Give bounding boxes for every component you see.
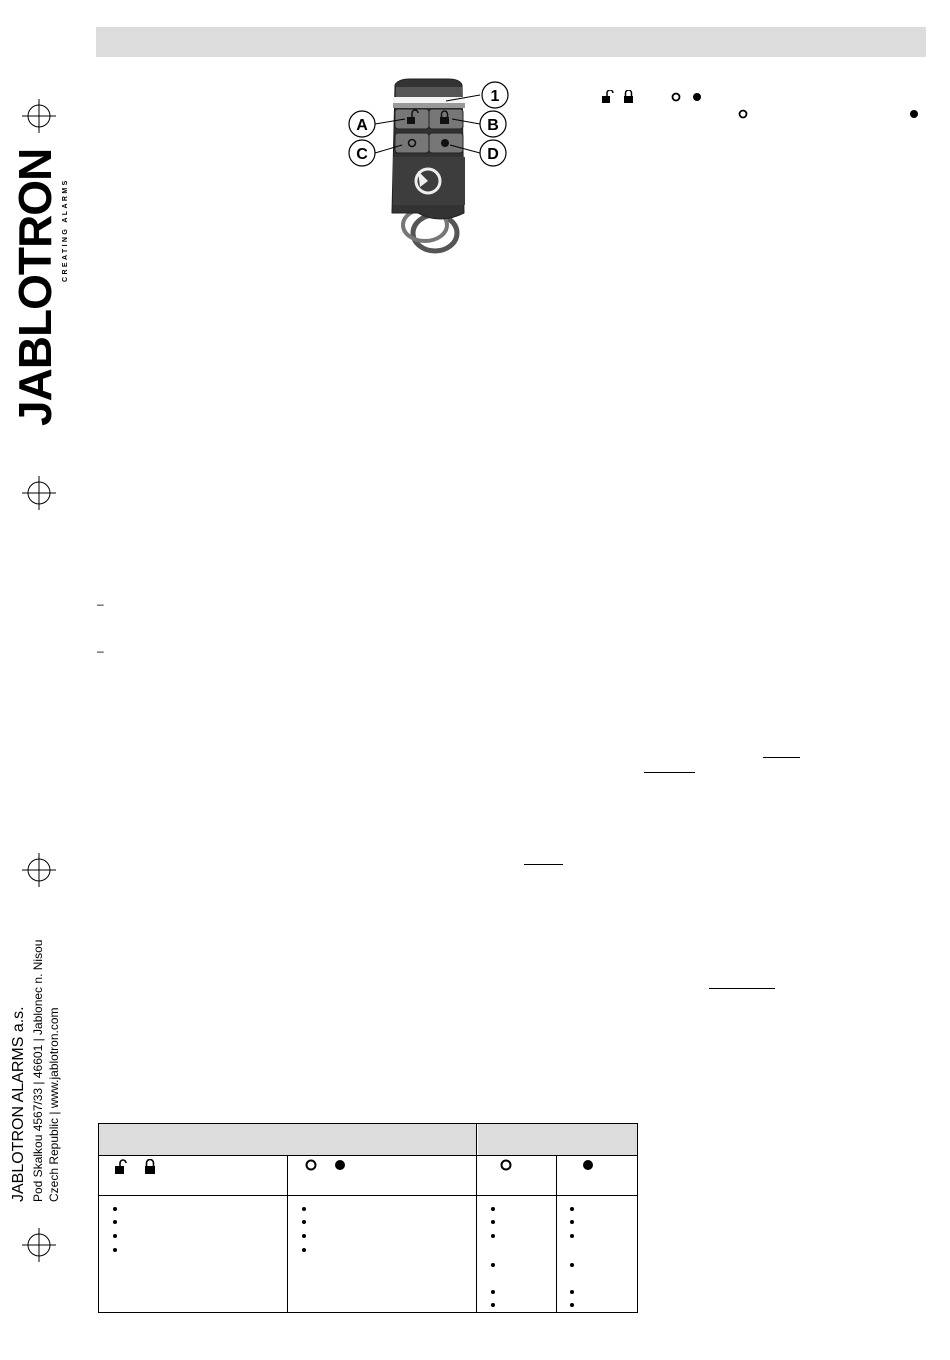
dot-icon: [578, 1159, 598, 1179]
list-dash: –: [97, 597, 104, 611]
svg-text:B: B: [487, 117, 499, 134]
bullet: [113, 1248, 117, 1252]
table-header-cell: [478, 1123, 638, 1155]
intro-icons: [600, 90, 920, 122]
bullet: [491, 1263, 495, 1267]
unlock-icon: [115, 1160, 126, 1174]
company-web-line: Czech Republic | www.jablotron.com: [47, 1007, 61, 1202]
logo-tagline: CREATING ALARMS: [62, 178, 69, 282]
bullet: [491, 1207, 495, 1211]
bullet: [491, 1234, 495, 1238]
ring-dot-icons: [302, 1159, 352, 1179]
function-table: [98, 1123, 638, 1313]
svg-text:A: A: [356, 117, 368, 134]
bullet: [113, 1207, 117, 1211]
keyring-icon: [413, 215, 457, 251]
bullet: [570, 1303, 574, 1307]
bullet: [113, 1234, 117, 1238]
list-dash: –: [97, 644, 104, 658]
table-header-cell: [98, 1123, 476, 1155]
registration-mark-icon: [22, 476, 56, 510]
bullet: [491, 1303, 495, 1307]
underline-mark: [644, 772, 695, 773]
bullet: [570, 1207, 574, 1211]
company-name: JABLOTRON ALARMS a.s.: [10, 1006, 27, 1202]
dot-icon: [335, 1160, 345, 1170]
registration-mark-icon: [22, 853, 56, 887]
company-address-line: Pod Skalkou 4567/33 | 46601 | Jablonec n. Nisou: [31, 939, 45, 1202]
underline-mark: [524, 864, 563, 865]
ring-icon: [740, 111, 747, 118]
company-logo: [9, 148, 80, 430]
unlock-icon: [602, 90, 613, 103]
underline-mark: [709, 988, 775, 989]
bullet: [491, 1290, 495, 1294]
lock-icon: [624, 90, 633, 103]
svg-text:C: C: [356, 146, 368, 163]
bullet: [302, 1207, 306, 1211]
bullet: [302, 1220, 306, 1224]
dot-icon: [693, 93, 701, 101]
bullet: [570, 1220, 574, 1224]
ring-icon: [307, 1161, 316, 1170]
ring-icon: [673, 94, 680, 101]
lock-icon: [145, 1160, 155, 1175]
dot-icon: [441, 139, 449, 147]
logo-wordmark: JABLOTRON: [9, 148, 61, 426]
callout-c: [349, 140, 375, 166]
bullet: [113, 1220, 117, 1224]
keyfob-figure: [340, 75, 520, 260]
unlock-lock-icons: [112, 1159, 162, 1179]
svg-text:D: D: [487, 146, 499, 163]
bullet: [570, 1234, 574, 1238]
registration-mark-icon: [22, 1228, 56, 1262]
bullet: [302, 1234, 306, 1238]
bullet: [570, 1263, 574, 1267]
callout-b: [480, 111, 506, 137]
company-address: [8, 905, 78, 1205]
callout-1: [482, 82, 508, 108]
bullet: [302, 1248, 306, 1252]
bullet: [491, 1220, 495, 1224]
callout-d: [480, 140, 506, 166]
callout-a: [349, 111, 375, 137]
bullet: [570, 1290, 574, 1294]
svg-text:1: 1: [490, 88, 500, 105]
button-c: [395, 133, 429, 153]
ring-icon: [496, 1159, 516, 1179]
header-bar: [96, 27, 926, 57]
dot-icon: [910, 110, 918, 118]
registration-mark-icon: [22, 99, 56, 133]
underline-mark: [763, 757, 800, 758]
